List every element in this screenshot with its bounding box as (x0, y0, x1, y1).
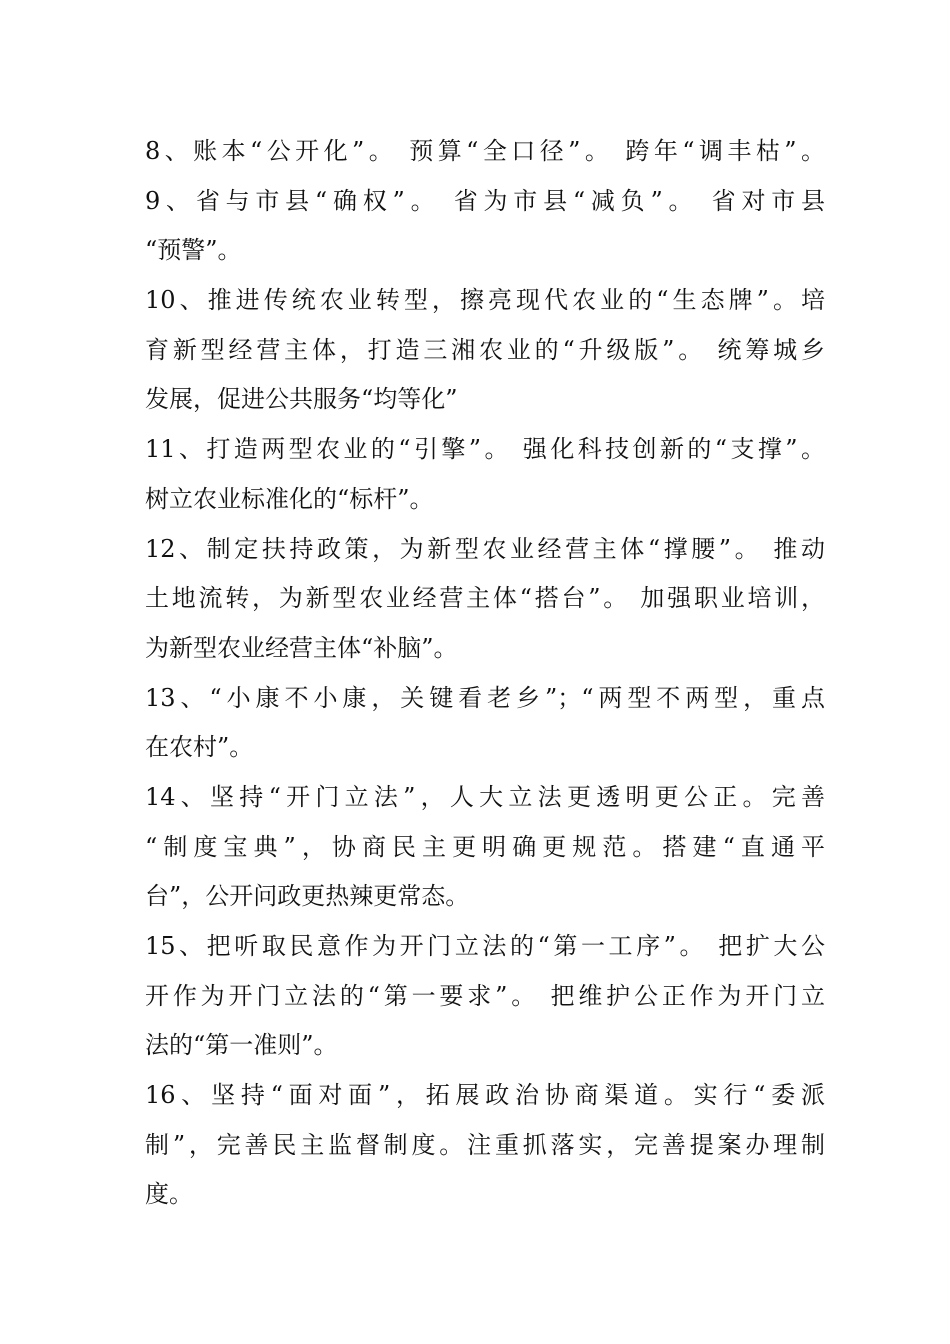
text-line: 8、账本“公开化”。 预算“全口径”。 跨年“调丰枯”。 (145, 137, 825, 165)
text-line: 13、“小康不小康，关键看老乡”；“两型不两型，重点 (145, 683, 825, 712)
text-line: 发展，促进公共服务“均等化” (145, 385, 458, 414)
text-line: 开作为开门立法的“第一要求”。 把维护公正作为开门立 (145, 981, 825, 1010)
text-line: 制”，完善民主监督制度。注重抓落实，完善提案办理制 (145, 1130, 825, 1159)
text-line: 12、制定扶持政策，为新型农业经营主体“撑腰”。 推动 (145, 534, 825, 563)
text-line: 法的“第一准则”。 (145, 1031, 338, 1060)
text-line: 10、推进传统农业转型，擦亮现代农业的“生态牌”。培 (145, 286, 825, 315)
text-line: 9、省与市县“确权”。 省为市县“减负”。 省对市县 (145, 186, 825, 215)
text-line: 14、坚持“开门立法”，人大立法更透明更公正。完善 (145, 782, 825, 811)
text-line: 台”，公开问政更热辣更常态。 (145, 882, 470, 911)
text-line: “制度宝典”，协商民主更明确更规范。搭建“直通平 (145, 832, 825, 861)
text-line: 育新型经营主体，打造三湘农业的“升级版”。 统筹城乡 (145, 335, 825, 364)
text-line: 15、把听取民意作为开门立法的“第一工序”。 把扩大公 (145, 932, 825, 960)
text-line: 在农村”。 (145, 733, 254, 762)
document-body (145, 127, 825, 1220)
text-line: 树立农业标准化的“标杆”。 (145, 484, 434, 513)
text-line: 度。 (145, 1180, 193, 1209)
text-line: 11、打造两型农业的“引擎”。 强化科技创新的“支撑”。 (145, 435, 825, 464)
text-line: “预警”。 (145, 236, 242, 265)
text-line: 为新型农业经营主体“补脑”。 (145, 633, 458, 662)
text-line: 16、坚持“面对面”，拓展政治协商渠道。实行“委派 (145, 1081, 825, 1110)
text-line: 土地流转，为新型农业经营主体“搭台”。 加强职业培训， (145, 584, 825, 613)
